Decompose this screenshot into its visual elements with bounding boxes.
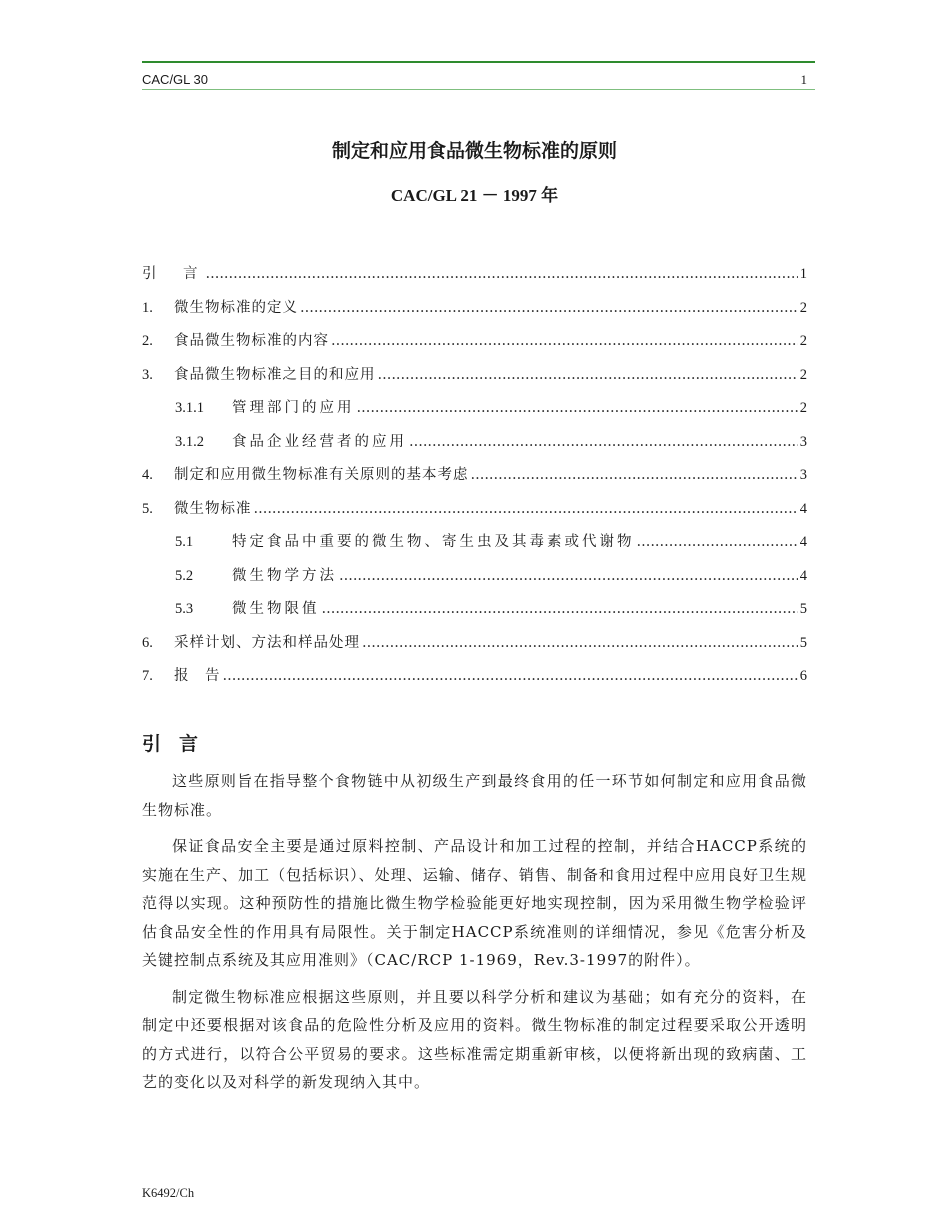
header-page-number: 1 (800, 72, 807, 87)
toc-label: 特定食品中重要的微生物、寄生虫及其毒素或代谢物 (232, 534, 635, 550)
toc-label: 微生物标准的定义 (174, 299, 298, 316)
toc-leader (637, 534, 798, 550)
document-subtitle: CAC/GL 21 － 1997 年 (390, 186, 559, 205)
toc-page: 3 (799, 433, 807, 450)
toc-label: 微生物学方法 (232, 567, 337, 584)
toc-entry-5-3[interactable] (142, 597, 807, 631)
toc-number: 5.2 (175, 567, 194, 584)
toc-page: 4 (799, 500, 807, 517)
toc-number: 5.1 (175, 534, 194, 550)
toc-label: 制定和应用微生物标准有关原则的基本考虑 (174, 467, 469, 483)
toc-number: 3. (142, 366, 153, 383)
toc-leader (409, 434, 798, 450)
toc-page: 4 (799, 534, 807, 550)
toc-number: 3.1.2 (175, 433, 204, 450)
toc-page: 2 (799, 366, 807, 383)
toc-label: 微生物标准 (174, 500, 252, 517)
toc-leader (362, 635, 798, 651)
toc-number: 5. (142, 500, 153, 517)
toc-leader (223, 668, 798, 684)
toc-leader (471, 467, 798, 483)
toc-label: 报 告 (174, 668, 221, 684)
toc-entry-7[interactable] (142, 664, 807, 698)
toc-entry-5-1[interactable] (142, 530, 807, 564)
toc-leader (206, 266, 798, 282)
toc-leader (357, 400, 798, 416)
document-title: 制定和应用食品微生物标准的原则 (331, 140, 617, 162)
toc-leader (378, 367, 798, 383)
toc-label: 食品企业经营者的应用 (232, 433, 407, 450)
toc-entry-1[interactable] (142, 296, 807, 330)
toc-number: 6. (142, 634, 153, 651)
page-header (142, 72, 815, 90)
toc-number: 7. (142, 668, 153, 684)
section-heading-introduction: 引言 (142, 733, 217, 755)
header-rule-bottom (142, 89, 815, 90)
paragraph: 这些原则旨在指导整个食物链中从初级生产到最终食用的任一环节如何制定和应用食品微生物标准。 (142, 772, 807, 819)
toc-label: 引 言 (142, 266, 204, 282)
toc-page: 2 (799, 333, 807, 349)
toc-page: 6 (799, 668, 807, 684)
toc-label: 食品微生物标准的内容 (174, 333, 329, 349)
page-footer: K6492/Ch (142, 1186, 195, 1200)
toc-entry-5[interactable] (142, 497, 807, 531)
toc-entry-2[interactable] (142, 329, 807, 363)
toc-page: 3 (799, 467, 807, 483)
toc-label: 管理部门的应用 (232, 400, 355, 416)
toc-label: 微生物限值 (232, 601, 320, 617)
toc-leader (331, 333, 798, 349)
paragraph: 制定微生物标准应根据这些原则，并且要以科学分析和建议为基础；如有充分的资料，在制定中还要根据对该食品的危险性分析及应用的资料。微生物标准的制定过程要采取公开透明的方式进行，以符合公平贸易的要求。这些标准需定期重新审核，以便将新出现的致病菌、工艺的变化以及对科学的新发现纳入其中。 (142, 987, 807, 1091)
toc-page: 2 (799, 299, 807, 316)
toc-entry-3-1-1[interactable] (142, 396, 807, 430)
toc-entry-6[interactable] (142, 631, 807, 665)
toc-page: 5 (799, 601, 807, 617)
toc-number: 1. (142, 299, 153, 316)
toc-label: 采样计划、方法和样品处理 (174, 634, 360, 651)
introduction-body (142, 767, 807, 1105)
toc-number: 5.3 (175, 601, 194, 617)
toc-entry-5-2[interactable] (142, 564, 807, 598)
toc-page: 2 (799, 400, 807, 416)
toc-entry-3[interactable] (142, 363, 807, 397)
table-of-contents (142, 262, 807, 698)
toc-number: 2. (142, 333, 153, 349)
toc-number: 3.1.1 (175, 400, 204, 416)
header-rule-top (142, 61, 815, 63)
toc-leader (322, 601, 798, 617)
toc-page: 4 (799, 567, 807, 584)
toc-leader (300, 300, 798, 316)
toc-page: 5 (799, 634, 807, 651)
toc-entry-3-1-2[interactable] (142, 430, 807, 464)
toc-entry-introduction[interactable] (142, 262, 807, 296)
toc-leader (339, 568, 798, 584)
toc-number: 4. (142, 467, 153, 483)
toc-entry-4[interactable] (142, 463, 807, 497)
toc-label: 食品微生物标准之目的和应用 (174, 366, 376, 383)
toc-leader (254, 501, 798, 517)
toc-page: 1 (799, 266, 807, 282)
header-document-code: CAC/GL 30 (142, 72, 208, 87)
paragraph: 保证食品安全主要是通过原料控制、产品设计和加工过程的控制，并结合HACCP系统的实施在生产、加工（包括标识）、处理、运输、储存、销售、制备和食用过程中应用良好卫生规范得以实现。这种预防性的措施比微生物学检验能更好地实现控制，因为采用微生物学检验评估食品安全性的作用具有局限性。关于制定HACCP系统准则的详细情况，参见《危害分析及关键控制点系统及其应用准则》（CAC/RCP 1-1969，Rev.3-1997的附件）。 (142, 837, 807, 969)
